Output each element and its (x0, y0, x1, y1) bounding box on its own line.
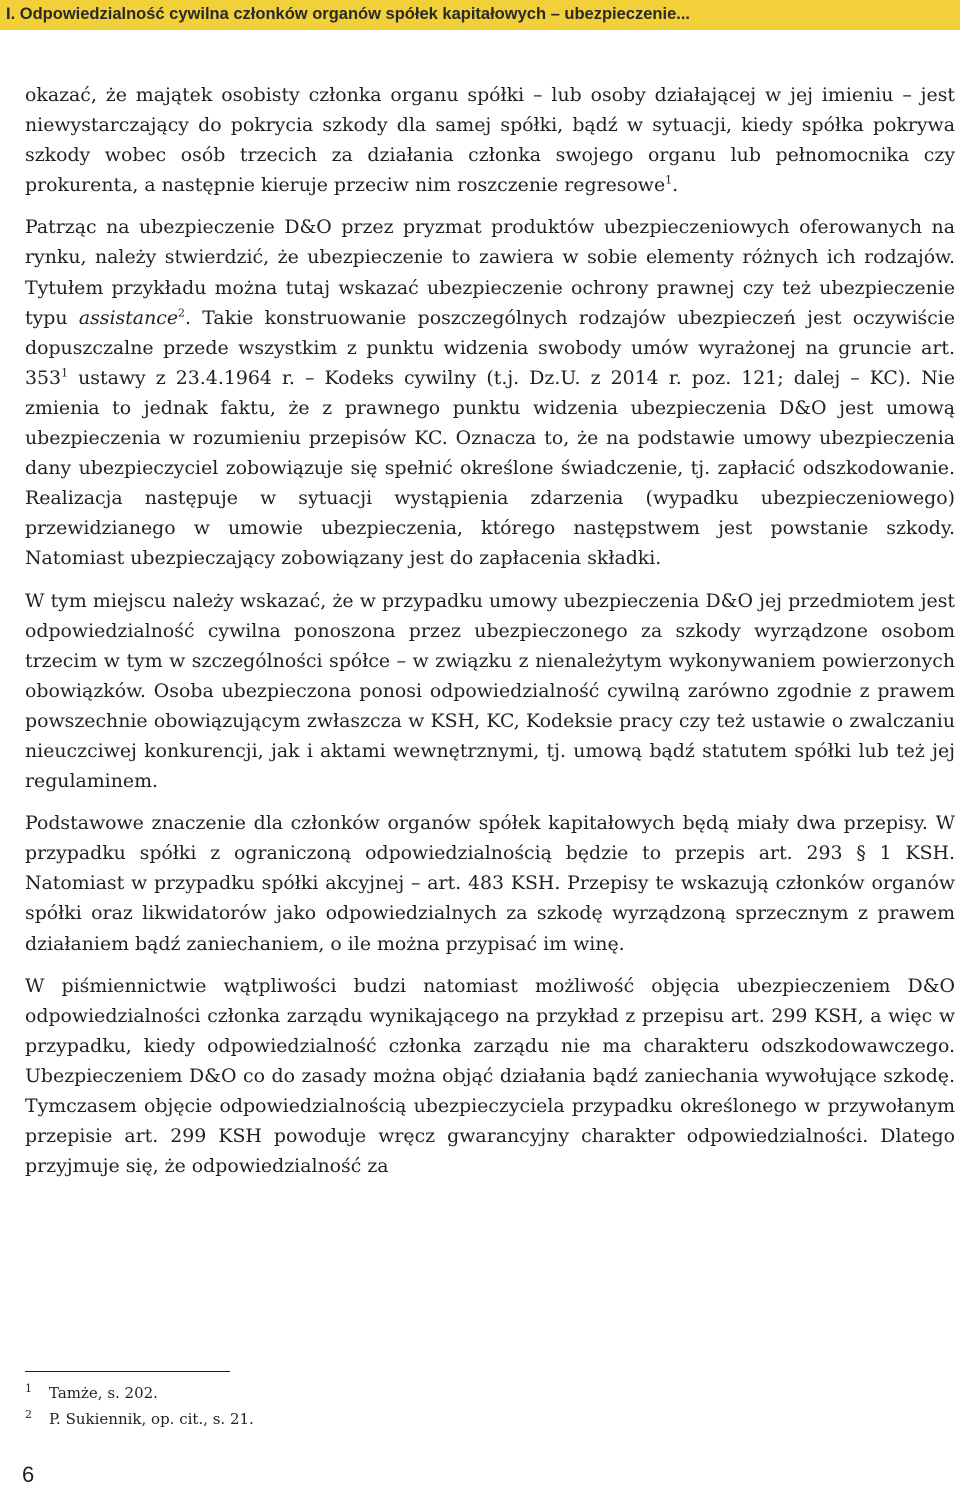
italic-term: assistance (78, 306, 178, 329)
paragraph-5: W piśmiennictwie wątpliwości budzi natomiast możliwość objęcia ubezpieczeniem D&O odpowiedzialności członka zarządu wynikającego na przykład z przepisu art. 299 KSH, a więc w przypadku, kiedy odpowiedzialność członka zarządu nie ma charakteru odszkodowawczego. Ubezpieczeniem D&O co do zasady można objąć działania bądź zaniechania wywołujące szkodę. Tymczasem objęcie odpowiedzialnością ubezpieczyciela przypadku określonego w przywołanym przepisie art. 299 KSH powoduje wręcz gwarancyjny charakter odpowiedzialności. Dlatego przyjmuje się, że odpowiedzialność za (25, 974, 955, 1178)
article-superscript: 1 (61, 366, 69, 380)
footnote-2 (25, 1406, 625, 1432)
footnote-divider (25, 1371, 230, 1372)
paragraph-4: Podstawowe znaczenie dla członków organów spółek kapitałowych będą miały dwa przepisy. W przypadku spółki z ograniczoną odpowiedzialnością będzie to przepis art. 293 § 1 KSH. Natomiast w przypadku spółki akcyjnej – art. 483 KSH. Przepisy te wskazują członków organów spółki oraz likwidatorów jako odpowiedzialnych za szkodę wyrządzoną sprzecznym z prawem działaniem bądź zaniechaniem, o ile można przypisać im winę. (25, 812, 955, 955)
running-header-band (0, 0, 960, 30)
running-header-title: I. Odpowiedzialność cywilna członków organów spółek kapitałowych – ubezpieczenie... (6, 5, 690, 23)
main-text (25, 80, 955, 1181)
paragraph-2: Patrząc na ubezpieczenie D&O przez pryzmat produktów ubezpieczeniowych oferowanych na rynku, należy stwierdzić, że ubezpieczenie to zawiera w sobie elementy różnych ich rodzajów. Tytułem przykładu można tutaj wskazać ubezpieczenie ochrony prawnej czy też ubezpieczenie typu assistance$^2$. Takie konstruowanie poszczególnych rodzajów ubezpieczeń jest oczywiście dopuszczalne przede wszystkim z punktu widzenia swobody umów wyrażonej na gruncie art. 353$^1$ ustawy z 23.4.1964 r. – Kodeks cywilny (t.j. Dz.U. z 2014 r. poz. 121; dalej – KC). Nie zmienia to jednak faktu, że z prawnego punktu widzenia ubezpieczenia D&O jest umową ubezpieczenia w rozumieniu przepisów KC. Oznacza to, że na podstawie umowy ubezpieczenia dany ubezpieczyciel zobowiązuje się spełnić określone świadczenie, tj. zapłacić odszkodowanie. Realizacja następuje w sytuacji wystąpienia zdarzenia (wypadku ubezpieczeniowego) przewidzianego w umowie ubezpieczenia, którego następstwem jest powstanie szkody. Natomiast ubezpieczający zobowiązany jest do zapłacenia składki. (25, 216, 956, 570)
paragraph-3: W tym miejscu należy wskazać, że w przypadku umowy ubezpieczenia D&O jej przedmiotem jest odpowiedzialność cywilna ponoszona przez ubezpieczonego za szkody wyrządzone osobom trzecim w tym w szczególności spółce – w związku z nienależytym wykonywaniem powierzonych obowiązków. Osoba ubezpieczona ponosi odpowiedzialność cywilną zarówno zgodnie z prawem powszechnie obowiązującym zwłaszcza w KSH, KC, Kodeksie pracy czy też ustawie o zwalczaniu nieuczciwej konkurencji, jak i aktami wewnętrznymi, tj. umową bądź statutem spółki lub też jej regulaminem. (25, 589, 955, 793)
page-number: 6 (22, 1462, 35, 1487)
footnote-number: 2 (25, 1408, 32, 1421)
footnote-text: P. Sukiennik, op. cit., s. 21. (49, 1410, 254, 1428)
footnote-ref-1[interactable]: 1 (665, 173, 673, 187)
footnote-number: 1 (25, 1382, 32, 1395)
paragraph-1: okazać, że majątek osobisty członka organu spółki – lub osoby działającej w jej imieniu – jest niewystarczający do pokrycia szkody dla samej spółki, bądź w sytuacji, kiedy spółka pokrywa szkody wobec osób trzecich za działania członka swojego organu lub pełnomocnika czy prokurenta, a następnie kieruje przeciw nim roszczenie regresowe$^1$. (25, 84, 955, 197)
footnote-1 (25, 1380, 625, 1406)
footnote-text: Tamże, s. 202. (49, 1384, 158, 1402)
footnote-ref-2[interactable]: 2 (178, 306, 185, 320)
footnotes (25, 1380, 625, 1432)
